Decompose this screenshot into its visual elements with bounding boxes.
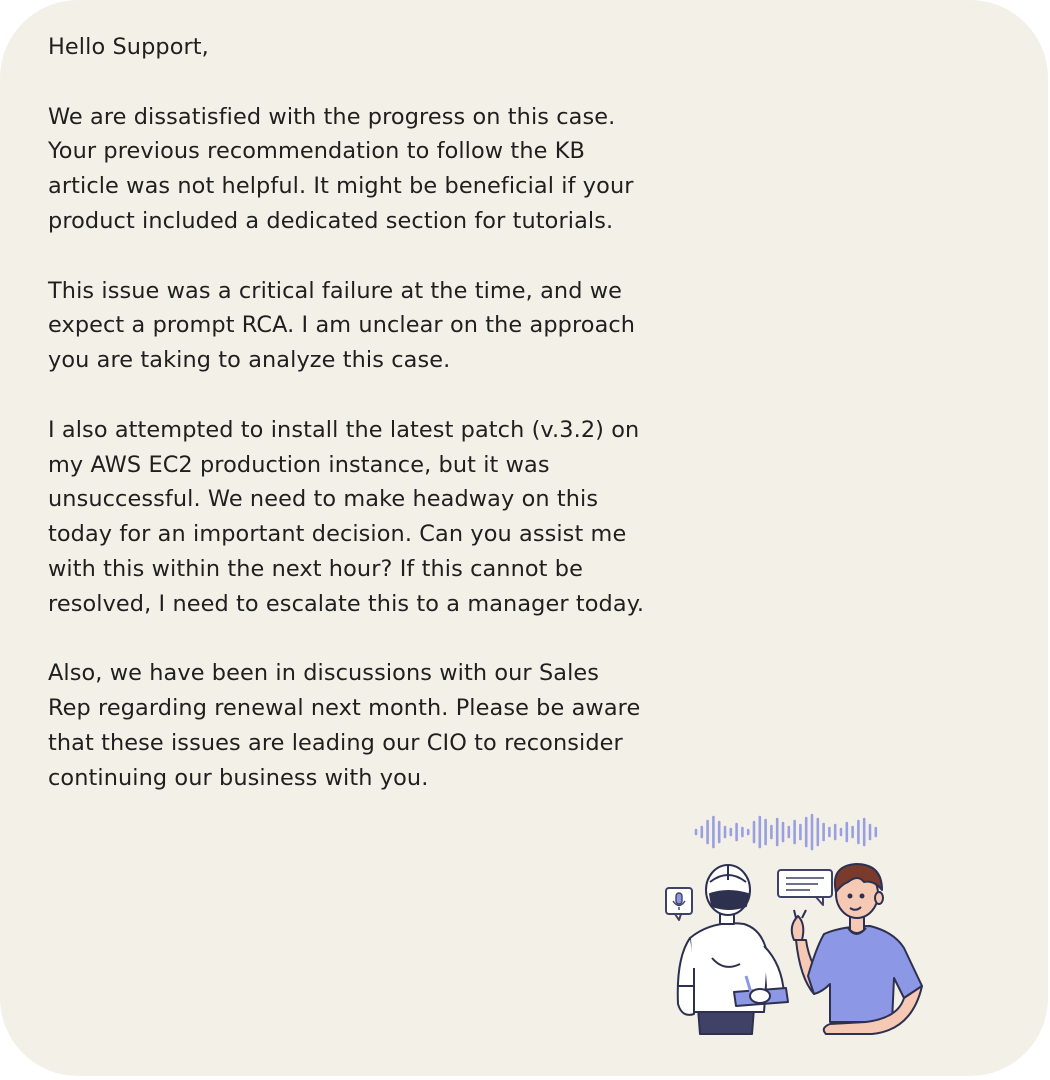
sound-wave-icon — [696, 815, 876, 849]
chat-bubble-icon — [778, 870, 832, 905]
email-paragraph-2: This issue was a critical failure at the time, and we expect a prompt RCA. I am unclear on the approach you are taking to analyze this case. — [48, 277, 636, 374]
email-body — [48, 30, 708, 830]
ai-conversation-illustration — [660, 808, 940, 1040]
email-greeting: Hello Support, — [48, 34, 209, 60]
email-paragraph-1: We are dissatisfied with the progress on this case. Your previous recommendation to follow the KB article was not helpful. It might be beneficial if your product included a dedicated section for tutorials. — [48, 103, 634, 234]
email-paragraph-3: I also attempted to install the latest patch (v.3.2) on my AWS EC2 production instance, but it was unsuccessful. We need to make headway on this today for an important decision. Can you assist me with this within the next hour? If this cannot be resolved, I need to escalate this to a manager today. — [48, 416, 645, 617]
email-paragraph-4: Also, we have been in discussions with our Sales Rep regarding renewal next month. Please be aware that these issues are leading our CIO to reconsider continuing our business with you. — [48, 660, 641, 791]
robot-figure — [678, 865, 788, 1034]
microphone-icon — [666, 888, 692, 920]
